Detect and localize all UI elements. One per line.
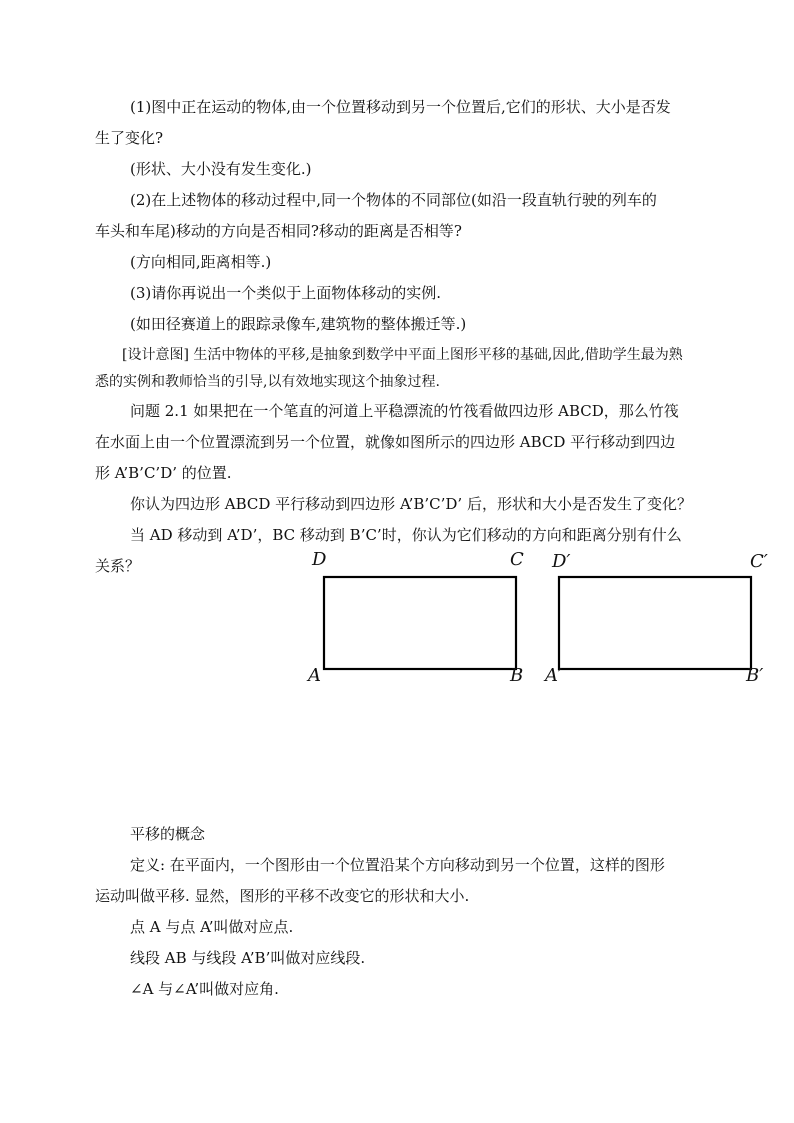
design-intent-line-1: [设计意图] 生活中物体的平移,是抽象到数学中平面上图形平移的基础,因此,借助学生最为熟	[122, 347, 683, 363]
label-b: B	[510, 665, 524, 686]
direction-distance-line-1: 当 AD 移动到 A’D’，BC 移动到 B’C’时，你认为它们移动的方向和距离分别有什么	[130, 526, 682, 544]
answer-3: (如田径赛道上的跟踪录像车,建筑物的整体搬迁等.)	[130, 315, 467, 333]
question-1-line-1: (1)图中正在运动的物体,由一个位置移动到另一个位置后,它们的形状、大小是否发	[130, 98, 671, 116]
rectangle-abcd-figure	[300, 545, 540, 690]
definition-line-2: 运动叫做平移. 显然，图形的平移不改变它的形状和大小.	[95, 887, 470, 905]
label-c: C	[510, 549, 524, 570]
problem-2-1-line-3: 形 A’B’C’D’ 的位置.	[95, 464, 232, 482]
answer-1: (形状、大小没有发生变化.)	[130, 160, 312, 178]
label-a-prime: A′	[545, 665, 563, 686]
label-d: D	[312, 549, 327, 570]
label-a: A	[308, 665, 321, 686]
design-intent-line-2: 悉的实例和教师恰当的引导,以有效地实现这个抽象过程.	[95, 374, 440, 390]
corresponding-points: 点 A 与点 A’叫做对应点.	[130, 918, 294, 936]
question-2-line-2: 车头和车尾)移动的方向是否相同?移动的距离是否相等?	[95, 222, 462, 240]
concept-heading: 平移的概念	[130, 825, 206, 843]
label-c-prime: C′	[750, 551, 768, 572]
corresponding-angles: ∠A 与∠A’叫做对应角.	[130, 980, 279, 998]
label-b-prime: B′	[746, 665, 764, 686]
rectangle-abcd-translated-figure	[540, 545, 780, 690]
problem-2-1-line-2: 在水面上由一个位置漂流到另一个位置，就像如图所示的四边形 ABCD 平行移动到四边	[95, 433, 676, 451]
rectangle-abcd	[324, 577, 516, 669]
question-1-line-2: 生了变化?	[95, 129, 164, 147]
corresponding-segments: 线段 AB 与线段 A’B’叫做对应线段.	[130, 949, 366, 967]
question-2-line-1: (2)在上述物体的移动过程中,同一个物体的不同部位(如沿一段直轨行驶的列车的	[130, 191, 657, 209]
definition-line-1: 定义: 在平面内，一个图形由一个位置沿某个方向移动到另一个位置，这样的图形	[130, 856, 665, 874]
question-3: (3)请你再说出一个类似于上面物体移动的实例.	[130, 284, 442, 302]
direction-distance-line-2: 关系？	[95, 557, 141, 575]
answer-2: (方向相同,距离相等.)	[130, 253, 272, 271]
label-d-prime: D′	[552, 551, 571, 572]
problem-2-1-line-1: 问题 2.1 如果把在一个笔直的河道上平稳漂流的竹筏看做四边形 ABCD，那么竹筏	[130, 402, 679, 420]
shape-size-question: 你认为四边形 ABCD 平行移动到四边形 A’B’C’D’ 后，形状和大小是否发生了变化？	[130, 495, 692, 513]
rectangle-abcd-translated	[559, 577, 751, 669]
